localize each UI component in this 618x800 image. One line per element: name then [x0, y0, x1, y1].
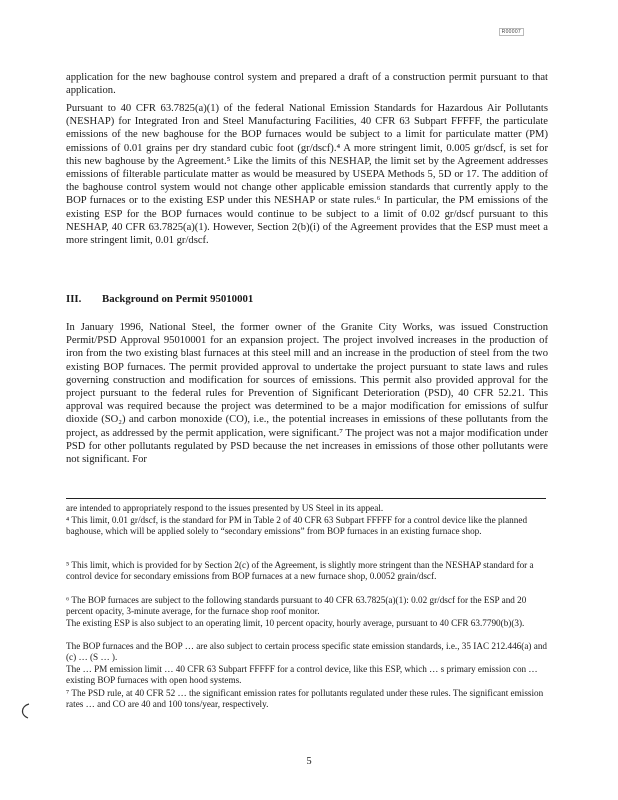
- bates-stamp: R00007: [499, 28, 524, 36]
- footnote-continuation: are intended to appropriately respond to the issues presented by US Steel in its appeal.: [66, 503, 384, 513]
- footnote-7: ⁷ The PSD rule, at 40 CFR 52 … the significant emission rates for pollutants regulated under these rules. The significant emission rates … and CO are 40 and 100 tons/year, respectively.: [66, 688, 544, 710]
- footnote-6-continued-a: The existing ESP is also subject to an operating limit, 10 percent opacity, hourly average, pursuant to 40 CFR 63.7790(b)(3).: [66, 618, 525, 628]
- scan-margin-mark-icon: [18, 702, 32, 720]
- paragraph-neshap-limits: Pursuant to 40 CFR 63.7825(a)(1) of the federal National Emission Standards for Hazardous Air Pollutants (NESHAP) for Integrated Iron and Steel Manufacturing Facilities, 40 CFR 63 Subpart FFFFF, the particulate emissions of the new baghouse for the BOP furnaces would be subject to a limit for particulate matter (PM) emissions of 0.01 grains per dry standard cubic foot (gr/dscf).⁴ A more stringent limit, 0.005 gr/dscf, is set for this new baghouse by the Agreement.⁵ Like the limits of this NESHAP, the limit set by the Agreement addresses emissions of filterable particulate matter as would be measured by USEPA Methods 5, 5D or 17. The addition of the baghouse control system would not change other applicable emission standards that currently apply to the BOP furnaces or to the existing ESP under this NESHAP or state rules.⁶ In particular, the PM emissions of the existing ESP for the BOP furnaces would continue to be subject to a limit of 0.02 gr/dscf pursuant to this NESHAP, 40 CFR 63.7825(a)(1). However, Section 2(b)(i) of the Agreement provides that the ESP must meet a more stringent limit, 0.01 gr/dscf.: [66, 103, 548, 247]
- section-number: III.: [66, 293, 82, 305]
- footnote-6-continued-b: The BOP furnaces and the BOP … are also subject to certain process specific state emission standards, i.e., 35 IAC 212.446(a) and (c) … (S … ).: [66, 641, 548, 663]
- footnote-6: ⁶ The BOP furnaces are subject to the following standards pursuant to 40 CFR 63.7825(a)(1): 0.02 gr/dscf for the ESP and 20 percent opacity, 3-minute average, for the furnace shop roof monitor.: [66, 595, 527, 617]
- footnote-6-continued-c: The … PM emission limit … 40 CFR 63 Subpart FFFFF for a control device, like this ESP, which … s primary emission con … existing BOP furnaces with open hood systems.: [66, 664, 538, 686]
- paragraph-permit-background: In January 1996, National Steel, the former owner of the Granite City Works, was issued Construction Permit/PSD Approval 95010001 for an expansion project. The project involved increases in the production of iron from the two existing blast furnaces at this steel mill and an increase in the production of steel from the two existing BOP furnaces. The permit provided approval to undertake the project pursuant to state laws and rules governing construction and modification for sources of emissions. This permit also provided approval for the project pursuant to the federal rules for Prevention of Significant Deterioration (PSD), 40 CFR 52.21. This approval was required because the project was determined to be a major modification for emissions of sulfur dioxide (SO₂) and carbon monoxide (CO), i.e., the potential increases in emissions of these pollutants from the project, as addressed by the permit application, were significant.⁷ The project was not a major modification under PSD for other pollutants regulated by PSD because the net increases in emissions of those other pollutants were not significant. For: [66, 322, 548, 466]
- section-title: Background on Permit 95010001: [102, 293, 254, 305]
- footnote-divider: [66, 498, 546, 499]
- section-heading: [66, 293, 253, 305]
- footnote-5: ⁵ This limit, which is provided for by Section 2(c) of the Agreement, is slightly more stringent than the NESHAP standard for a control device for secondary emissions from BOP furnaces at a new furnace shop, 0.0052 grain/dscf.: [66, 560, 534, 582]
- paragraph-application: application for the new baghouse control system and prepared a draft of a construction permit pursuant to that application.: [66, 72, 548, 97]
- page-number: 5: [306, 756, 312, 767]
- footnote-4: ⁴ This limit, 0.01 gr/dscf, is the standard for PM in Table 2 of 40 CFR 63 Subpart FFFFF for a control device like the planned baghouse, which will be applied solely to “secondary emissions” from BOP furnaces in an existing furnace shop.: [66, 515, 528, 537]
